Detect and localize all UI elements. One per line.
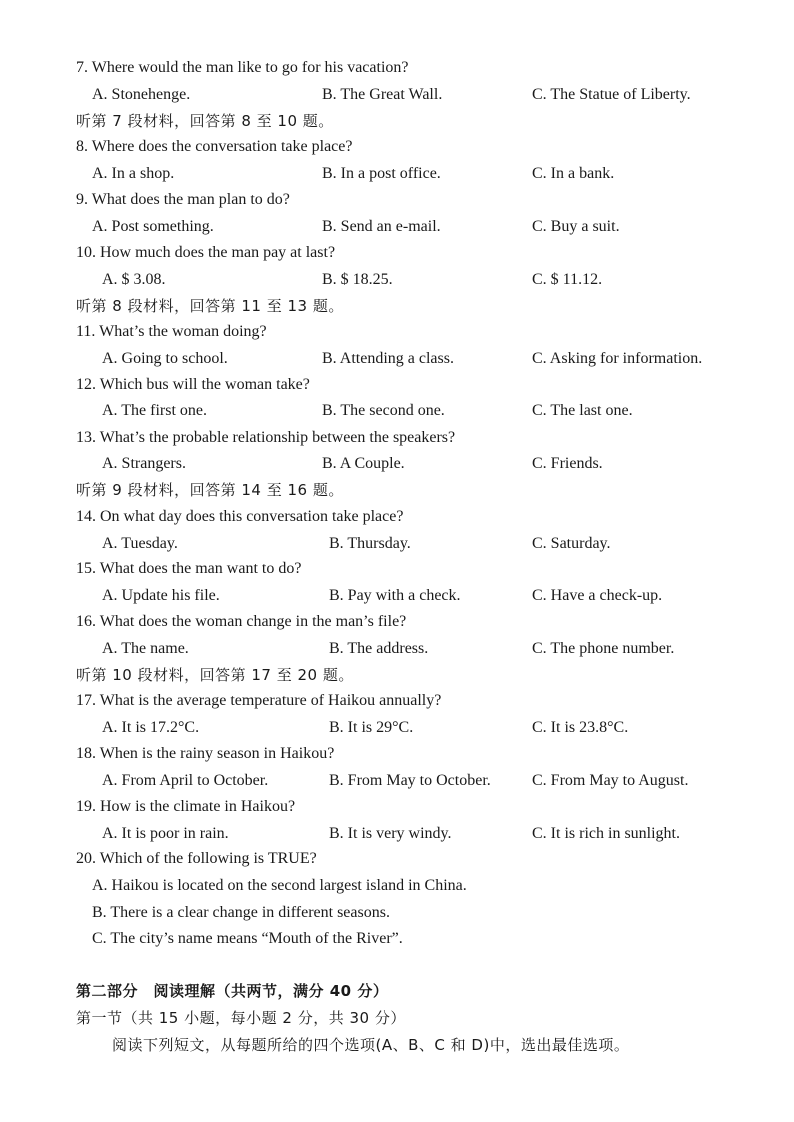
- q17-option-a: A. It is 17.2°C.: [102, 719, 200, 736]
- q13-option-b: B. A Couple.: [322, 455, 405, 472]
- q12-option-a: A. The first one.: [102, 402, 208, 419]
- q16-option-c: C. The phone number.: [532, 640, 675, 657]
- q7-option-c: C. The Statue of Liberty.: [532, 86, 691, 103]
- question-8: 8. Where does the conversation take place?: [76, 138, 353, 155]
- q15-option-c: C. Have a check-up.: [532, 587, 663, 604]
- section-heading-7: 听第 7 段材料，回答第 8 至 10 题。: [76, 112, 334, 130]
- section-one-heading: 第一节（共 15 小题，每小题 2 分，共 30 分）: [76, 1009, 406, 1027]
- q15-option-b: B. Pay with a check.: [329, 587, 461, 604]
- q9-option-c: C. Buy a suit.: [532, 218, 620, 235]
- q13-option-a: A. Strangers.: [102, 455, 186, 472]
- q8-option-c: C. In a bank.: [532, 165, 615, 182]
- question-19: 19. How is the climate in Haikou?: [76, 798, 296, 815]
- q20-option-a: A. Haikou is located on the second largest island in China.: [92, 877, 467, 894]
- question-9: 9. What does the man plan to do?: [76, 191, 290, 208]
- q19-option-c: C. It is rich in sunlight.: [532, 825, 680, 842]
- question-13: 13. What’s the probable relationship between the speakers?: [76, 429, 456, 446]
- q7-option-b: B. The Great Wall.: [322, 86, 443, 103]
- question-10: 10. How much does the man pay at last?: [76, 244, 336, 261]
- q20-option-c: C. The city’s name means “Mouth of the River”.: [92, 930, 403, 947]
- q10-option-b: B. $ 18.25.: [322, 271, 393, 288]
- q14-option-b: B. Thursday.: [329, 535, 411, 552]
- q14-option-c: C. Saturday.: [532, 535, 611, 552]
- q11-option-a: A. Going to school.: [102, 350, 228, 367]
- q17-option-c: C. It is 23.8°C.: [532, 719, 629, 736]
- q13-option-c: C. Friends.: [532, 455, 603, 472]
- question-17: 17. What is the average temperature of Haikou annually?: [76, 692, 442, 709]
- q10-option-c: C. $ 11.12.: [532, 271, 603, 288]
- q12-option-b: B. The second one.: [322, 402, 445, 419]
- q9-option-b: B. Send an e-mail.: [322, 218, 441, 235]
- part-two-heading: 第二部分 阅读理解（共两节，满分 40 分）: [76, 982, 389, 1000]
- question-7: 7. Where would the man like to go for his vacation?: [76, 59, 409, 76]
- question-11: 11. What’s the woman doing?: [76, 323, 267, 340]
- reading-instruction: 阅读下列短文，从每题所给的四个选项(A、B、C 和 D)中，选出最佳选项。: [112, 1036, 630, 1054]
- q16-option-b: B. The address.: [329, 640, 429, 657]
- q18-option-a: A. From April to October.: [102, 772, 269, 789]
- q10-option-a: A. $ 3.08.: [102, 271, 166, 288]
- q20-option-b: B. There is a clear change in different seasons.: [92, 904, 390, 921]
- question-14: 14. On what day does this conversation take place?: [76, 508, 404, 525]
- q8-option-b: B. In a post office.: [322, 165, 441, 182]
- section-heading-9: 听第 9 段材料，回答第 14 至 16 题。: [76, 481, 344, 499]
- question-20: 20. Which of the following is TRUE?: [76, 850, 317, 867]
- q17-option-b: B. It is 29°C.: [329, 719, 414, 736]
- q15-option-a: A. Update his file.: [102, 587, 220, 604]
- q14-option-a: A. Tuesday.: [102, 535, 178, 552]
- q9-option-a: A. Post something.: [92, 218, 214, 235]
- question-16: 16. What does the woman change in the man’s file?: [76, 613, 407, 630]
- question-12: 12. Which bus will the woman take?: [76, 376, 310, 393]
- q12-option-c: C. The last one.: [532, 402, 633, 419]
- section-heading-10: 听第 10 段材料，回答第 17 至 20 题。: [76, 666, 354, 684]
- question-18: 18. When is the rainy season in Haikou?: [76, 745, 335, 762]
- section-heading-8: 听第 8 段材料，回答第 11 至 13 题。: [76, 297, 344, 315]
- q11-option-b: B. Attending a class.: [322, 350, 454, 367]
- q19-option-b: B. It is very windy.: [329, 825, 452, 842]
- q18-option-b: B. From May to October.: [329, 772, 491, 789]
- q18-option-c: C. From May to August.: [532, 772, 689, 789]
- question-15: 15. What does the man want to do?: [76, 560, 302, 577]
- q16-option-a: A. The name.: [102, 640, 189, 657]
- q8-option-a: A. In a shop.: [92, 165, 175, 182]
- q11-option-c: C. Asking for information.: [532, 350, 703, 367]
- q19-option-a: A. It is poor in rain.: [102, 825, 229, 842]
- q7-option-a: A. Stonehenge.: [92, 86, 191, 103]
